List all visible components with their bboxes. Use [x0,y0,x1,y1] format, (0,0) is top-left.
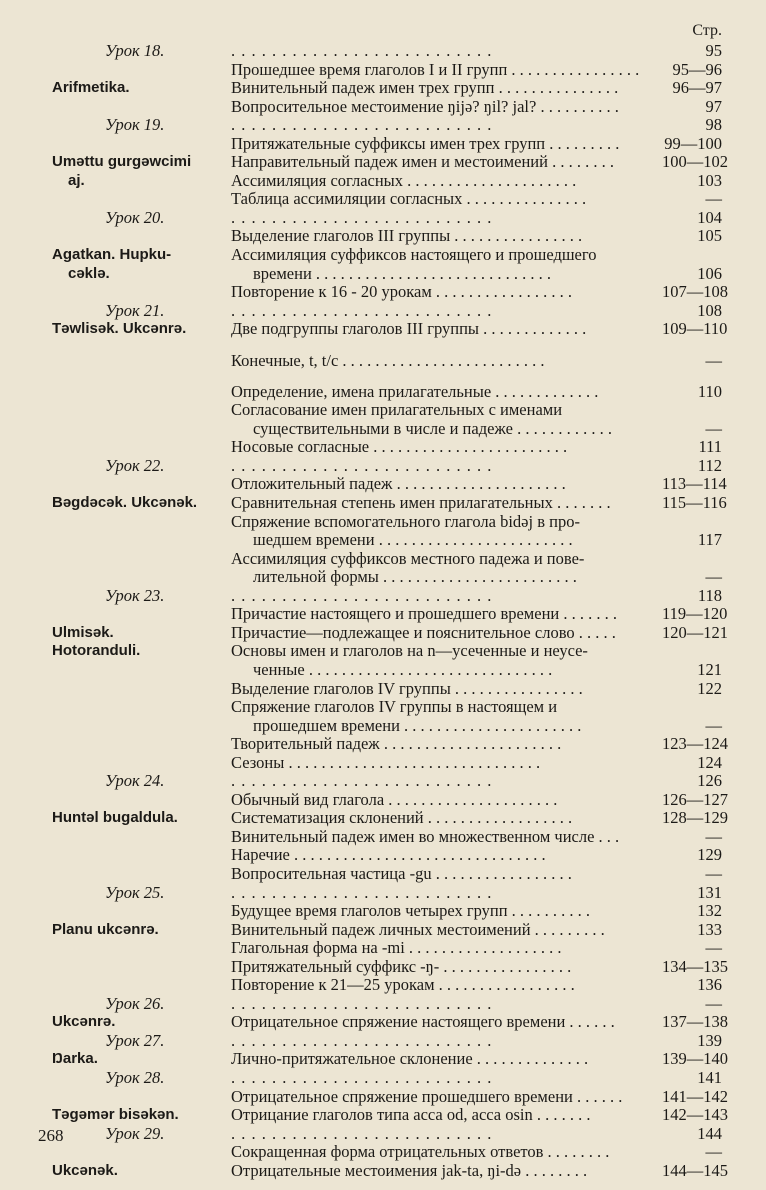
toc-row [0,1013,766,1032]
entry-page: 123—124 [662,734,728,754]
entry-page: 110 [697,381,722,401]
toc-row [0,921,766,940]
entry-title: . . . . . . . . . . . . . . . . . . . . . . . . . . [231,42,493,60]
entry-page: 96—97 [672,78,722,98]
topic-label: Umǝttu gurgǝwcimi [52,153,192,171]
entry-title: . . . . . . . . . . . . . . . . . . . . . . . . . . [231,772,493,791]
toc-row [0,587,766,606]
toc-row [0,642,766,661]
lesson-label: Урок 24. [105,771,165,791]
topic-label: Bǝgdǝcǝk. Ukcǝnǝk. [52,494,198,512]
toc-row [0,605,766,624]
toc-row [0,302,766,321]
entry-title: Согласование имен прилагательных с именами [231,401,563,420]
entry-title: времени . . . . . . . . . . . . . . . . . . . . . . . . . . . . . [253,264,552,283]
toc-row [0,809,766,828]
topic-label: cǝklǝ. [68,264,110,282]
entry-title: . . . . . . . . . . . . . . . . . . . . . . . . . . [231,456,493,475]
topic-label: Ŋarka. [52,1050,98,1068]
entry-title: лительной формы . . . . . . . . . . . . . . . . . . . . . . . . [253,568,577,587]
entry-title: Повторение к 21—25 урокам . . . . . . . . . . . . . . . . . [231,976,575,995]
lesson-label: Урок 19. [105,115,165,135]
toc-row [0,401,766,420]
entry-page: 136 [697,975,722,995]
entry-page: 121 [697,659,722,679]
entry-title: Отрицательное спряжение настоящего времени . . . . . . [231,1013,615,1032]
entry-title: . . . . . . . . . . . . . . . . . . . . . . . . . . [231,116,493,135]
entry-page: 122 [697,678,722,698]
entry-title: Выделение глаголов IV группы . . . . . . . . . . . . . . . . [231,679,583,698]
toc-row [0,624,766,643]
toc-row [0,383,766,402]
lesson-label: Урок 22. [105,455,165,475]
toc-row [0,754,766,773]
entry-page: — [705,350,722,370]
entry-page: 141—142 [662,1086,728,1106]
lesson-label: Урок 23. [105,585,165,605]
toc-list [0,42,766,1180]
entry-page: 132 [697,901,722,921]
entry-title: Причастие—подлежащее и пояснительное слово . . . . . [231,623,616,642]
entry-title: Основы имен и глаголов на n—усеченные и неусе- [231,642,588,661]
entry-page: 144 [697,1123,722,1143]
entry-page: 98 [705,115,722,135]
entry-title: шедшем времени . . . . . . . . . . . . . . . . . . . . . . . . [253,531,573,550]
entry-title: прошедшем времени . . . . . . . . . . . . . . . . . . . . . . [253,716,582,735]
entry-title: Вопросительное местоимение ŋijǝ? ŋil? jal? . . . . . . . . . . [231,97,619,116]
entry-page: 129 [697,845,722,865]
toc-row [0,550,766,569]
lesson-label: Урок 18. [105,41,165,60]
toc-row [0,828,766,847]
entry-title: Будущее время глаголов четырех групп . . . . . . . . . . [231,902,591,921]
entry-title: . . . . . . . . . . . . . . . . . . . . . . . . . . [231,994,493,1013]
entry-title: Носовые согласные . . . . . . . . . . . . . . . . . . . . . . . . [231,438,568,457]
entry-title: Прошедшее время глаголов I и II групп . . . . . . . . . . . . . . . . [231,60,640,79]
toc-row [0,1069,766,1088]
entry-title: Отрицание глаголов типа асса od, асса osin . . . . . . . [231,1106,591,1125]
entry-title: Таблица ассимиляции согласных . . . . . . . . . . . . . . . [231,190,587,209]
toc-row [0,865,766,884]
entry-page: 95—96 [672,59,722,79]
entry-title: Притяжательные суффиксы имен трех групп . . . . . . . . . [231,134,620,153]
toc-row [0,79,766,98]
toc-row [0,531,766,550]
toc-row [0,98,766,117]
toc-row [0,568,766,587]
toc-row [0,172,766,191]
entry-title: Выделение глаголов III группы . . . . . . . . . . . . . . . . [231,227,583,246]
entry-title: Вопросительная частица -gu . . . . . . . . . . . . . . . . . [231,864,572,883]
entry-title: Спряжение глаголов IV группы в настоящем и [231,698,558,717]
entry-title: . . . . . . . . . . . . . . . . . . . . . . . . . . [231,1031,493,1050]
entry-page: 126—127 [662,789,728,809]
entry-title: . . . . . . . . . . . . . . . . . . . . . . . . . . [231,301,493,320]
toc-row [0,902,766,921]
toc-row [0,265,766,284]
entry-title: Повторение к 16 - 20 урокам . . . . . . . . . . . . . . . . . [231,283,573,302]
toc-row [0,791,766,810]
entry-title: Спряжение вспомогательного глагола bidǝj в про- [231,512,580,531]
toc-row [0,939,766,958]
toc-row [0,735,766,754]
entry-title: Ассимиляция суффиксов настоящего и прошедшего [231,246,597,265]
toc-row [0,680,766,699]
toc-row [0,1125,766,1144]
toc-row [0,283,766,302]
toc-row [0,1032,766,1051]
topic-label: Huntǝl bugaldula. [52,809,178,827]
topic-label: Tǝgǝmǝr bisǝkǝn. [52,1106,179,1124]
topic-label: Agatkan. Hupku- [52,246,172,264]
entry-title: . . . . . . . . . . . . . . . . . . . . . . . . . . [231,1068,493,1087]
topic-label: Ukcǝnrǝ. [52,1013,116,1031]
entry-page: 144—145 [662,1160,728,1180]
toc-row [0,1143,766,1162]
entry-page: — [705,863,722,883]
entry-page: 137—138 [662,1012,728,1032]
entry-title: Отрицательное спряжение прошедшего времени . . . . . . [231,1087,623,1106]
entry-page: — [705,938,722,958]
entry-page: 120—121 [662,622,728,642]
toc-row [0,1162,766,1181]
entry-page: 107—108 [662,282,728,302]
toc-row [0,976,766,995]
toc-row [0,339,766,383]
entry-page: 115—116 [662,493,727,513]
toc-row [0,513,766,532]
entry-page: 111 [698,437,722,457]
entry-page: 95 [705,41,722,60]
entry-title: Две подгруппы глаголов III группы . . . . . . . . . . . . . [231,320,587,339]
entry-title: Отрицательные местоимения jak-ta, ŋi-dǝ . . . . . . . . [231,1161,588,1180]
toc-row [0,772,766,791]
toc-row [0,958,766,977]
toc-row [0,246,766,265]
toc-row [0,1106,766,1125]
entry-title: Винительный падеж имен трех групп . . . . . . . . . . . . . . . [231,79,619,98]
toc-row [0,457,766,476]
entry-title: . . . . . . . . . . . . . . . . . . . . . . . . . . [231,883,493,902]
toc-row [0,190,766,209]
toc-row [0,1088,766,1107]
entry-title: Направительный падеж имен и местоимений . . . . . . . . [231,153,614,172]
entry-title: Наречие . . . . . . . . . . . . . . . . . . . . . . . . . . . . . . . [231,846,546,865]
toc-row [0,135,766,154]
entry-title: Творительный падеж . . . . . . . . . . . . . . . . . . . . . . [231,735,562,754]
toc-row [0,661,766,680]
toc-row [0,420,766,439]
entry-page: — [705,1142,722,1162]
toc-row [0,846,766,865]
entry-title: Ассимиляция согласных . . . . . . . . . . . . . . . . . . . . . [231,171,577,190]
toc-row [0,209,766,228]
toc-row [0,1050,766,1069]
entry-title: Конечные, t, t/c . . . . . . . . . . . . . . . . . . . . . . . . . [231,350,545,370]
entry-title: Винительный падеж имен во множественном числе . . . [231,827,620,846]
toc-row [0,475,766,494]
topic-label: Arifmetika. [52,79,130,97]
toc-row [0,698,766,717]
toc-row [0,42,766,61]
entry-title: Винительный падеж личных местоимений . . . . . . . . . [231,920,605,939]
entry-page: 97 [705,96,722,116]
lesson-label: Урок 29. [105,1123,165,1143]
entry-page: — [705,993,722,1013]
entry-page: 113—114 [662,474,727,494]
page-number: 268 [38,1126,64,1145]
entry-page: 124 [697,752,722,772]
toc-row [0,227,766,246]
entry-page: 119—120 [662,604,728,624]
entry-page: 112 [697,455,722,475]
toc-row [0,116,766,135]
entry-title: Ассимиляция суффиксов местного падежа и пове- [231,549,585,568]
entry-title: Отложительный падеж . . . . . . . . . . . . . . . . . . . . . [231,475,566,494]
lesson-label: Урок 28. [105,1067,165,1087]
entry-page: 100—102 [662,152,728,172]
entry-page: 133 [697,919,722,939]
entry-title: . . . . . . . . . . . . . . . . . . . . . . . . . . [231,208,493,227]
entry-title: Определение, имена прилагательные . . . . . . . . . . . . . [231,382,599,401]
topic-label: Ulmisǝk. [52,623,114,641]
entry-page: 109—110 [662,319,728,339]
entry-title: Сравнительная степень имен прилагательных . . . . . . . [231,494,611,513]
entry-title: Причастие настоящего и прошедшего времени . . . . . . . [231,605,617,624]
page-column-header: Стр. [692,22,722,39]
toc-row [0,438,766,457]
topic-label: Planu ukcǝnrǝ. [52,920,159,938]
entry-page: 118 [697,585,722,605]
entry-page: 141 [697,1067,722,1087]
entry-page: 117 [697,530,722,550]
entry-title: ченные . . . . . . . . . . . . . . . . . . . . . . . . . . . . . . [253,660,553,679]
topic-label: aj. [68,171,85,189]
toc-row [0,61,766,80]
toc-row [0,995,766,1014]
entry-page: 99—100 [664,133,722,153]
entry-title: . . . . . . . . . . . . . . . . . . . . . . . . . . [231,586,493,605]
entry-page: 139 [697,1030,722,1050]
entry-page: — [705,418,722,438]
entry-title: Систематизация склонений . . . . . . . . . . . . . . . . . . [231,809,573,828]
lesson-label: Урок 21. [105,300,165,320]
entry-page: 104 [697,207,722,227]
toc-row [0,717,766,736]
lesson-label: Урок 25. [105,882,165,902]
entry-title: Глагольная форма на -mi . . . . . . . . . . . . . . . . . . . [231,939,562,958]
topic-label: Hotoranduli. [52,642,141,660]
entry-page: — [705,826,722,846]
entry-page: 134—135 [662,956,728,976]
entry-title: Лично-притяжательное склонение . . . . . . . . . . . . . . [231,1050,589,1069]
toc-row [0,153,766,172]
entry-title: . . . . . . . . . . . . . . . . . . . . . . . . . . [231,1124,493,1143]
entry-page: — [705,189,722,209]
entry-page: — [705,715,722,735]
entry-page: 142—143 [662,1105,728,1125]
entry-page: 106 [697,263,722,283]
toc-row [0,884,766,903]
toc-row [0,494,766,513]
entry-page: 126 [697,771,722,791]
lesson-label: Урок 27. [105,1030,165,1050]
topic-label: Ukcǝnǝk. [52,1161,118,1179]
lesson-label: Урок 20. [105,207,165,227]
entry-page: 131 [697,882,722,902]
entry-title: Сокращенная форма отрицательных ответов . . . . . . . . [231,1143,610,1162]
entry-page: 128—129 [662,808,728,828]
toc-row [0,320,766,339]
entry-title: Притяжательный суффикс -ŋ- . . . . . . . . . . . . . . . . [231,957,572,976]
entry-title: Обычный вид глагола . . . . . . . . . . . . . . . . . . . . . [231,790,558,809]
topic-label: Tǝwlisǝk. Ukcǝnrǝ. [52,320,187,338]
lesson-label: Урок 26. [105,993,165,1013]
entry-page: 108 [697,300,722,320]
entry-page: 103 [697,170,722,190]
entry-title: Сезоны . . . . . . . . . . . . . . . . . . . . . . . . . . . . . . . [231,753,541,772]
entry-page: — [705,567,722,587]
entry-page: 139—140 [662,1049,728,1069]
entry-title: существительными в числе и падеже . . . . . . . . . . . . [253,419,612,438]
entry-page: 105 [697,226,722,246]
